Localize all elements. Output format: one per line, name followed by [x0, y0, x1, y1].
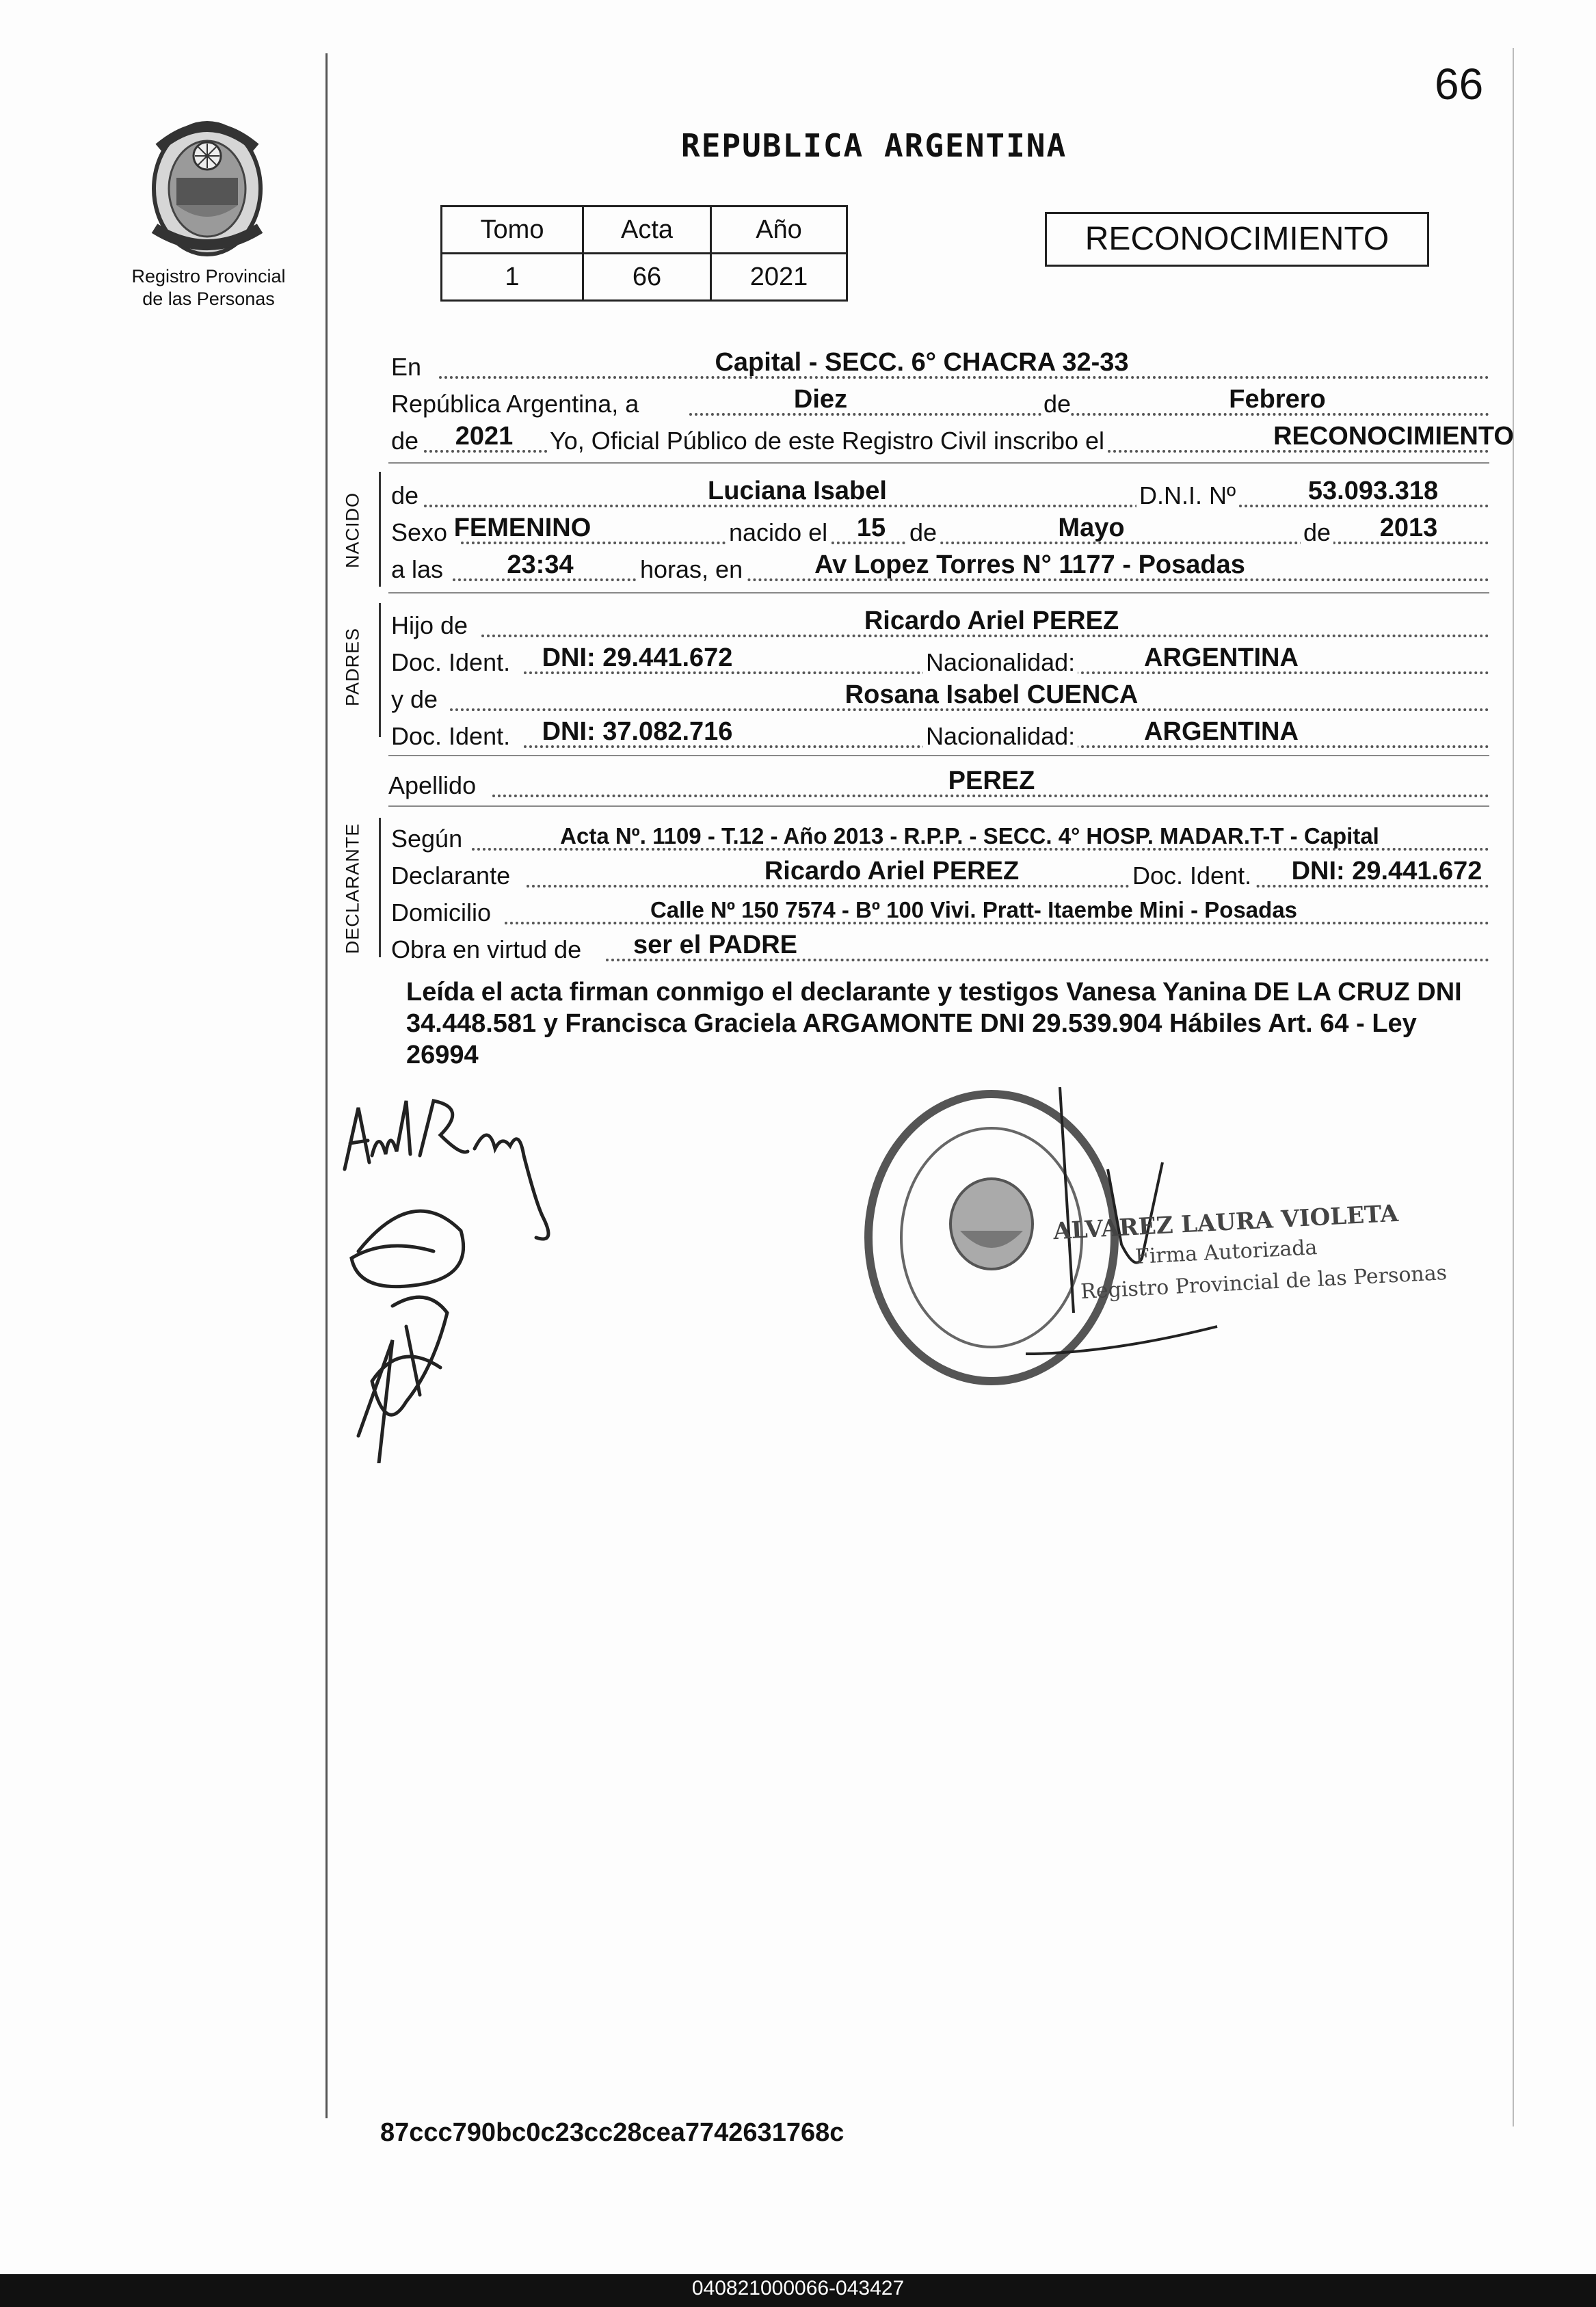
label-dni: D.N.I. Nº	[1136, 481, 1238, 510]
line-apellido	[388, 764, 1489, 801]
label-doc-ident: Doc. Ident.	[391, 722, 511, 750]
padres-section-label: PADRES	[342, 627, 363, 707]
closing-statement: Leída el acta firman conmigo el declarante y testigos Vanesa Yanina DE LA CRUZ DNI 34.448.581 y Francisca Graciela ARGAMONTE DNI 29.539.904 Hábiles Art. 64 - Ley 26994	[406, 978, 1462, 1069]
header-acta: Acta	[583, 206, 711, 254]
value-mes: Febrero	[1229, 385, 1326, 414]
stamp-firma-autorizada: Firma Autorizada	[1134, 1236, 1318, 1269]
declarante-section-label: DECLARANTE	[342, 823, 363, 955]
left-margin-line	[325, 53, 328, 2118]
value-domicilio: Calle Nº 150 7574 - Bº 100 Vivi. Pratt- Itaembe Mini - Posadas	[650, 897, 1298, 922]
line-sexo	[388, 511, 1489, 548]
label-doc-ident: Doc. Ident.	[391, 648, 511, 676]
label-nacionalidad: Nacionalidad:	[923, 648, 1078, 677]
value-nombre: Luciana Isabel	[708, 477, 887, 505]
line-hora	[388, 548, 1489, 585]
line-madre	[388, 678, 1489, 715]
record-table-header-row	[442, 206, 847, 254]
label-y-de: y de	[391, 685, 438, 713]
padres-section-bar	[379, 603, 381, 737]
value-segun: Acta Nº. 1109 - T.12 - Año 2013 - R.P.P. - SECC. 4° HOSP. MADAR.T-T - Capital	[560, 823, 1379, 849]
value-nac-anio: 2013	[1379, 514, 1438, 542]
value-tipo-acta: RECONOCIMIENTO	[1273, 422, 1514, 451]
value-nac-dia: 15	[856, 514, 886, 542]
label-nac-de: de	[907, 518, 940, 547]
line-republica	[388, 383, 1489, 420]
label-nacido-el: nacido el	[726, 518, 830, 547]
value-acta: 66	[583, 254, 711, 301]
label-decl-doc: Doc. Ident.	[1130, 862, 1254, 890]
stamp-registro-provincial: Registro Provincial de las Personas	[1080, 1260, 1448, 1305]
footer-code: 040821000066-043427	[691, 2277, 905, 2299]
value-dni: 53.093.318	[1307, 477, 1439, 505]
section-separator	[388, 755, 1489, 756]
logo-caption-line1: Registro Provincial	[131, 266, 286, 286]
value-hora: 23:34	[507, 550, 574, 579]
line-padre	[388, 604, 1489, 641]
label-de-mes: de	[1043, 390, 1072, 418]
stamp-officer-name: ALVAREZ LAURA VIOLETA	[1052, 1199, 1399, 1246]
label-en: En	[391, 353, 422, 381]
logo-caption-line2: de las Personas	[142, 289, 275, 309]
nacido-section-bar	[379, 472, 381, 587]
label-domicilio: Domicilio	[391, 898, 492, 926]
value-declarante: Ricardo Ariel PEREZ	[764, 857, 1020, 885]
section-separator	[388, 805, 1489, 807]
record-table-value-row	[442, 254, 847, 301]
province-emblem-logo	[141, 112, 274, 263]
act-type-box: RECONOCIMIENTO	[1045, 212, 1429, 267]
value-dia: Diez	[793, 385, 848, 414]
value-madre-nacionalidad: ARGENTINA	[1144, 717, 1299, 746]
dotted-leader	[461, 542, 1489, 544]
label-horas-en: horas, en	[637, 555, 745, 584]
line-madre-doc	[388, 715, 1489, 752]
line-padre-doc	[388, 641, 1489, 678]
value-nac-mes: Mayo	[1058, 514, 1125, 542]
value-apellido: PEREZ	[948, 766, 1035, 795]
label-republica: República Argentina, a	[391, 390, 639, 418]
value-padre-doc: DNI: 29.441.672	[542, 643, 733, 672]
declarante-section-bar	[379, 818, 381, 957]
value-padre-nacionalidad: ARGENTINA	[1144, 643, 1299, 672]
header-tomo: Tomo	[442, 206, 583, 254]
label-nac-de2: de	[1301, 518, 1333, 547]
document-hash: 87ccc790bc0c23cc28cea7742631768c	[380, 2118, 844, 2147]
right-margin-line	[1513, 48, 1514, 2126]
label-de: de	[391, 427, 419, 455]
value-anio: 2021	[711, 254, 847, 301]
value-padre: Ricardo Ariel PEREZ	[864, 606, 1119, 635]
value-lugar-inscripcion: Capital - SECC. 6° CHACRA 32-33	[715, 348, 1129, 377]
value-madre: Rosana Isabel CUENCA	[844, 680, 1139, 709]
value-sexo: FEMENINO	[453, 514, 591, 542]
label-de-nombre: de	[391, 481, 419, 509]
value-madre-doc: DNI: 37.082.716	[542, 717, 733, 746]
line-de-anio	[388, 420, 1514, 457]
value-lugar-nacimiento: Av Lopez Torres N° 1177 - Posadas	[814, 550, 1245, 579]
section-separator	[388, 462, 1489, 464]
label-apellido: Apellido	[388, 771, 477, 799]
label-a-las: a las	[391, 555, 444, 583]
line-nombre	[388, 475, 1489, 511]
label-segun: Según	[391, 825, 463, 853]
record-number-table	[440, 205, 848, 302]
nacido-section-label: NACIDO	[342, 492, 363, 569]
label-sexo: Sexo	[391, 518, 448, 546]
value-tomo: 1	[442, 254, 583, 301]
value-anio: 2021	[455, 422, 514, 451]
line-declarante	[388, 855, 1489, 892]
label-hijo-de: Hijo de	[391, 611, 468, 639]
document-title: REPUBLICA ARGENTINA	[681, 127, 1067, 164]
label-obra-en-virtud: Obra en virtud de	[391, 935, 582, 963]
value-declarante-doc: DNI: 29.441.672	[1291, 857, 1482, 885]
header-anio: Año	[711, 206, 847, 254]
line-segun	[388, 818, 1489, 855]
line-domicilio	[388, 892, 1489, 929]
label-oficial-publico: Yo, Oficial Público de este Registro Civil inscribo el	[547, 427, 1107, 455]
logo-caption	[109, 265, 308, 310]
section-separator	[388, 592, 1489, 594]
page-number: 66	[1435, 59, 1484, 109]
line-obra	[388, 929, 1489, 965]
line-en	[388, 346, 1489, 383]
label-nacionalidad: Nacionalidad:	[923, 722, 1078, 751]
declarant-signatures	[331, 1080, 618, 1463]
label-declarante: Declarante	[391, 862, 511, 890]
value-obra: ser el PADRE	[633, 931, 798, 959]
